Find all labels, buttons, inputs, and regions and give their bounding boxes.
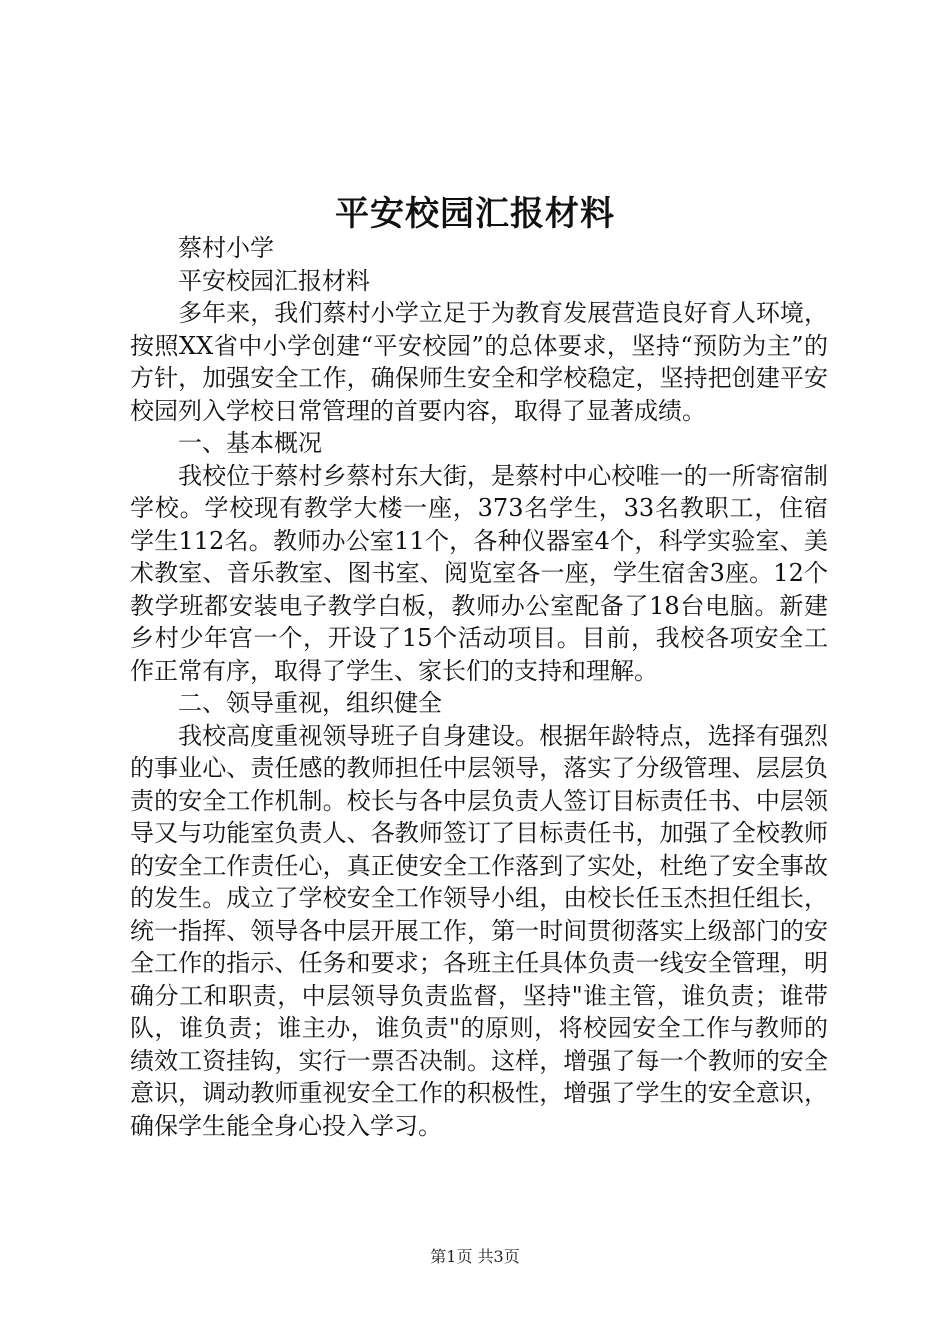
subtitle: 平安校园汇报材料 bbox=[178, 266, 370, 295]
section-heading-leadership: 二、领导重视，组织健全 bbox=[178, 689, 442, 717]
document-title: 平安校园汇报材料 bbox=[335, 194, 615, 234]
school-name: 蔡村小学 bbox=[178, 234, 274, 262]
intro-paragraph: 多年来，我们蔡村小学立足于为教育发展营造良好育人环境，按照XX省中小学创建“平安校园”的总体要求，坚持“预防为主”的方针，加强安全工作，确保师生安全和学校稳定，坚持把创建平安校园列入学校日常管理的首要内容，取得了显著成绩。 bbox=[130, 299, 828, 425]
section-heading-overview: 一、基本概况 bbox=[178, 429, 322, 457]
document-body bbox=[130, 232, 828, 1142]
leadership-paragraph: 我校高度重视领导班子自身建设。根据年龄特点，选择有强烈的事业心、责任感的教师担任中层领导，落实了分级管理、层层负责的安全工作机制。校长与各中层负责人签订目标责任书、中层领导又与功能室负责人、各教师签订了目标责任书，加强了全校教师的安全工作责任心，真正使安全工作落到了实处，杜绝了安全事故的发生。成立了学校安全工作领导小组，由校长任玉杰担任组长，统一指挥、领导各中层开展工作，第一时间贯彻落实上级部门的安全工作的指示、任务和要求；各班主任具体负责一线安全管理，明确分工和职责，中层领导负责监督，坚持"谁主管，谁负责；谁带队，谁负责；谁主办，谁负责"的原则，将校园安全工作与教师的绩效工资挂钩，实行一票否决制。这样，增强了每一个教师的安全意识，调动教师重视安全工作的积极性，增强了学生的安全意识，确保学生能全身心投入学习。 bbox=[130, 721, 828, 1140]
page-number-footer: 第1页 共3页 bbox=[430, 1247, 520, 1266]
overview-paragraph: 我校位于蔡村乡蔡村东大街，是蔡村中心校唯一的一所寄宿制学校。学校现有教学大楼一座，373名学生，33名教职工，住宿学生112名。教师办公室11个，各种仪器室4个，科学实验室、美术教室、音乐教室、图书室、阅览室各一座，学生宿舍3座。12个教学班都安装电子教学白板，教师办公室配备了18台电脑。新建乡村少年宫一个，开设了15个活动项目。目前，我校各项安全工作正常有序，取得了学生、家长们的支持和理解。 bbox=[130, 461, 828, 685]
